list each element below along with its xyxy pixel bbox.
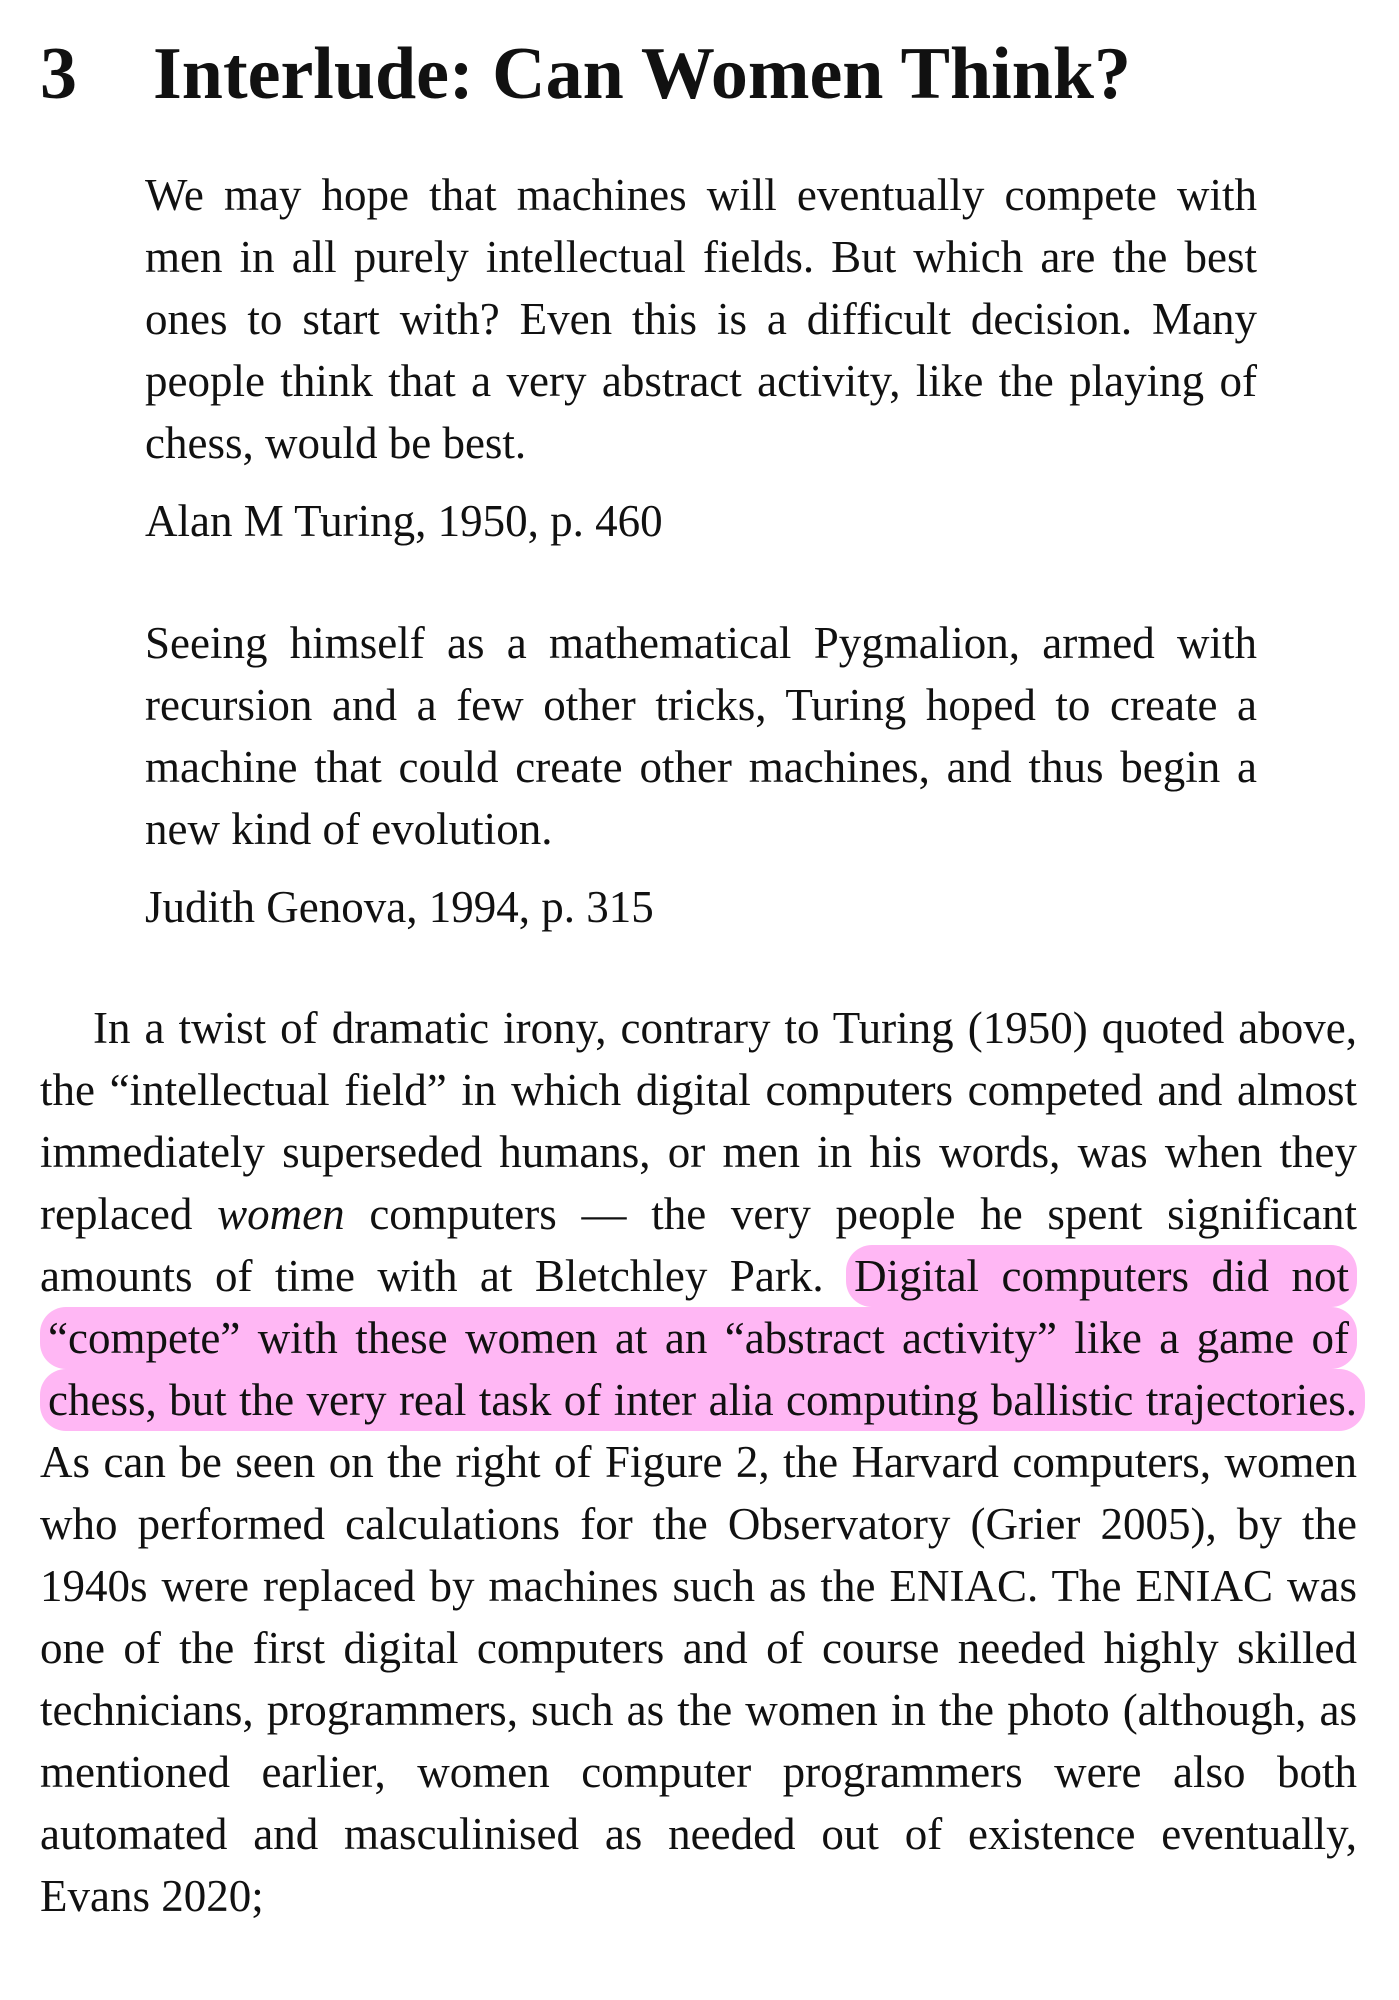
section-title: Interlude: Can Women Think? xyxy=(153,33,1132,115)
emphasized-word: women xyxy=(217,1189,345,1239)
body-paragraph xyxy=(40,997,1357,1927)
epigraph-turing xyxy=(145,164,1257,552)
highlighted-passage: Digital computers did not “compete” with these women at an “abstract activity” like a game of chess, but the very real task of inter alia computing ballistic trajectories. xyxy=(40,1245,1365,1431)
epigraph-quote: Seeing himself as a mathematical Pygmalion, armed with recursion and a few other tricks, Turing hoped to create a machine that could create other machines, and thus begin a new kind of evolution. xyxy=(145,618,1257,854)
epigraph-attribution: Alan M Turing, 1950, p. 460 xyxy=(145,496,663,546)
section-heading xyxy=(40,30,1131,118)
section-number: 3 xyxy=(40,33,77,115)
epigraph-genova xyxy=(145,612,1257,938)
body-text-segment: computers — the very people he spent significant amounts of time with at Bletchley Park. xyxy=(40,1189,1358,1301)
epigraph-quote: We may hope that machines will eventually compete with men in all purely intellectual fields. But which are the best ones to start with? Even this is a difficult decision. Many people think that a very abstract activity, like the playing of chess, would be best. xyxy=(145,170,1257,468)
body-text-segment: In a twist of dramatic irony, contrary to Turing (1950) quoted above, the “intellectual field” in which digital computers competed and almost immediately superseded humans, or men in his words, was when they replaced xyxy=(40,1003,1357,1239)
epigraph-attribution: Judith Genova, 1994, p. 315 xyxy=(145,882,654,932)
body-text-segment: As can be seen on the right of Figure 2, the Harvard computers, women who performed calculations for the Observatory (Grier 2005), by the 1940s were replaced by machines such as the ENIAC. The ENIAC was one of the first digital computers and of course needed highly skilled technicians, programmers, such as the women in the photo (although, as mentioned earlier, women computer programmers were also both automated and masculinised as needed out of existence eventually, Evans 2020; xyxy=(40,1437,1357,1921)
